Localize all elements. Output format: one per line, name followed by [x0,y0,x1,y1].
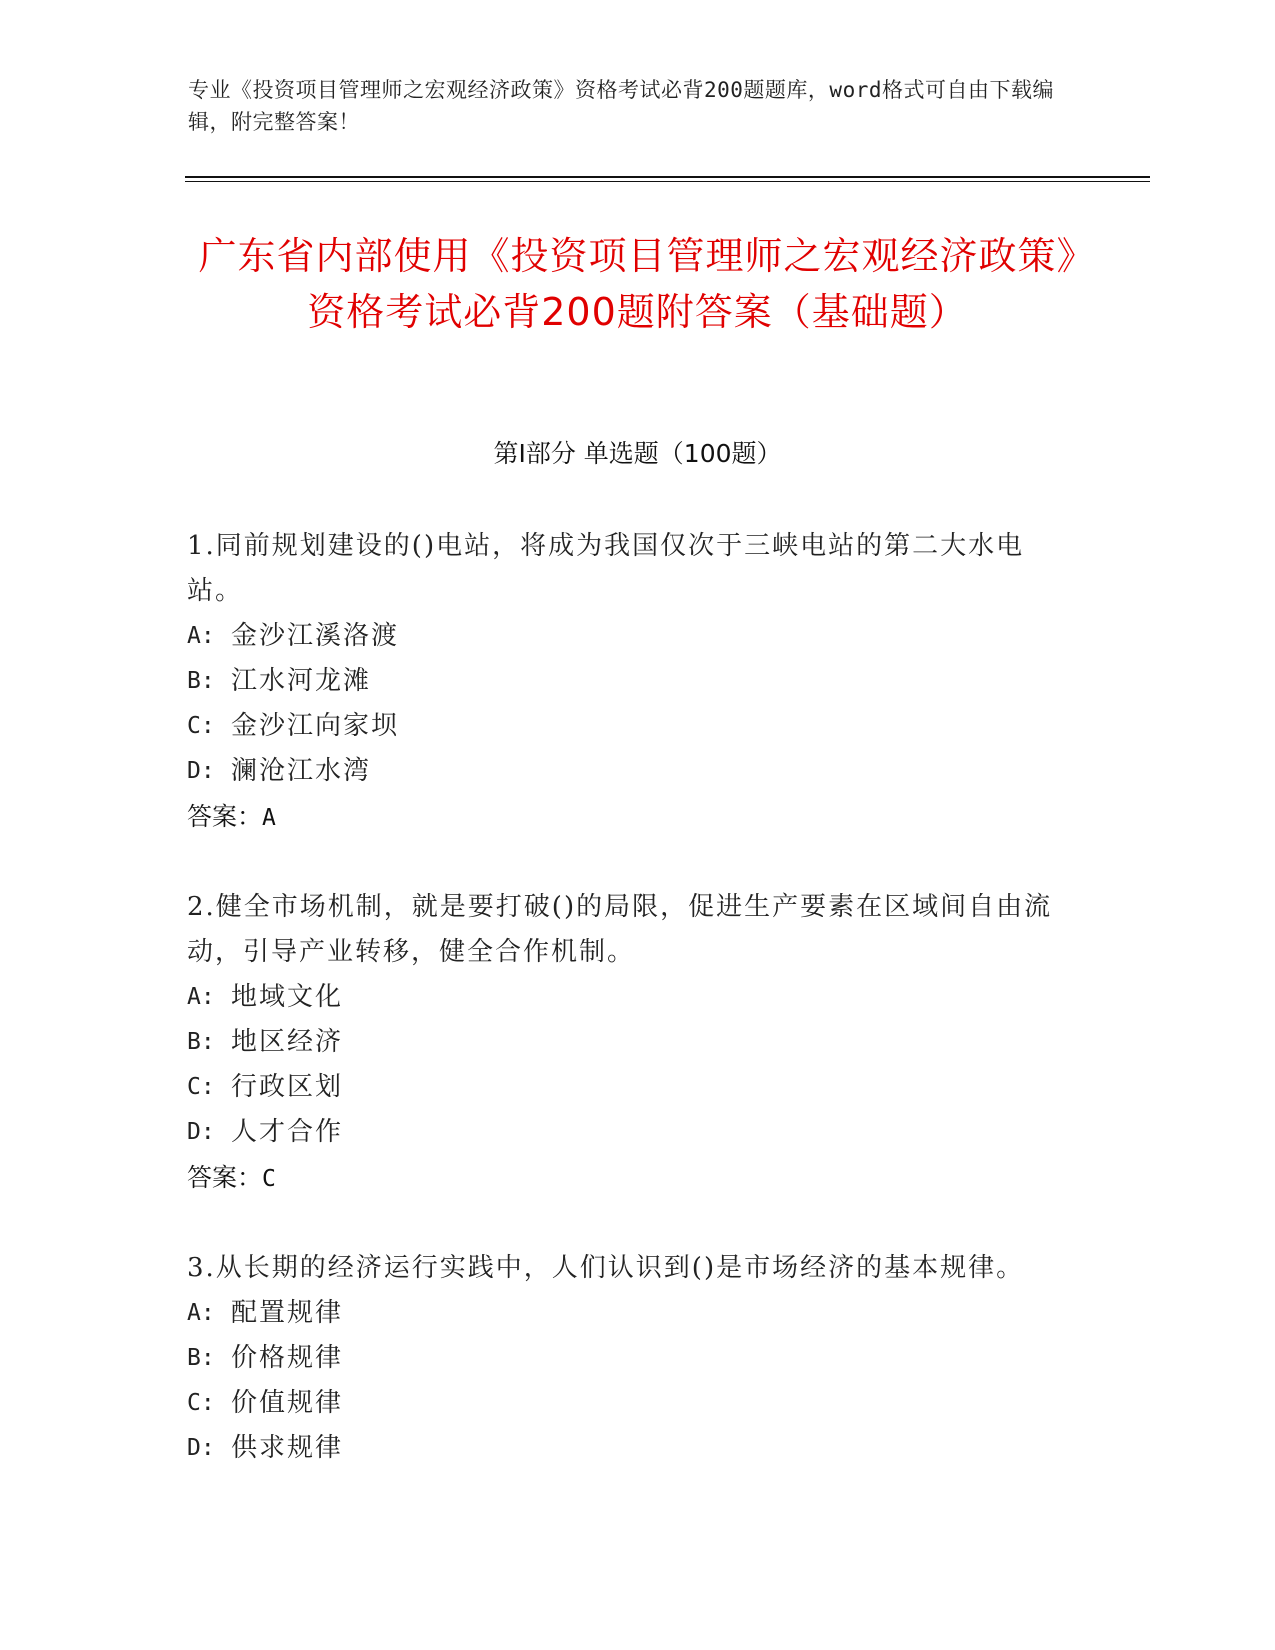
option-letter: A: [187,1300,215,1326]
option-text: 地域文化 [231,982,344,1012]
option-letter: C: [187,1074,215,1100]
option-text: 金沙江向家坝 [231,711,400,741]
header-note: 专业《投资项目管理师之宏观经济政策》资格考试必背200题题库，word格式可自由下载编辑，附完整答案！ [188,78,1054,134]
option-letter: B: [187,1345,215,1371]
option-a [187,614,1067,659]
option-letter: C: [187,1390,215,1416]
answer-line [187,794,1067,841]
option-c [187,1381,1067,1426]
question-2 [187,885,1067,1202]
option-d [187,1110,1067,1155]
answer-label: 答案： [187,802,263,831]
question-list [187,524,1067,1515]
answer-value: C [262,1166,276,1192]
option-b [187,1020,1067,1065]
option-letter: B: [187,668,215,694]
option-text: 金沙江溪洛渡 [231,621,400,651]
option-d [187,1426,1067,1471]
option-letter: B: [187,1029,215,1055]
answer-line [187,1155,1067,1202]
option-letter: A: [187,984,215,1010]
option-text: 行政区划 [231,1072,344,1102]
option-text: 价值规律 [231,1388,344,1418]
header-divider-thick [185,176,1150,178]
option-letter: D: [187,1435,215,1461]
section-heading: 第Ⅰ部分 单选题（100题） [493,439,782,468]
question-3 [187,1246,1067,1471]
option-text: 地区经济 [231,1027,344,1057]
option-a [187,975,1067,1020]
option-c [187,1065,1067,1110]
option-letter: C: [187,713,215,739]
option-text: 配置规律 [231,1298,344,1328]
option-d [187,749,1067,794]
question-stem: 3.从长期的经济运行实践中，人们认识到()是市场经济的基本规律。 [187,1253,1025,1283]
option-b [187,1336,1067,1381]
option-a [187,1291,1067,1336]
option-b [187,659,1067,704]
option-text: 人才合作 [231,1117,344,1147]
option-letter: A: [187,623,215,649]
option-text: 价格规律 [231,1343,344,1373]
answer-label: 答案： [187,1163,263,1192]
question-1 [187,524,1067,841]
option-letter: D: [187,758,215,784]
document-title: 广东省内部使用《投资项目管理师之宏观经济政策》资格考试必背200题附答案（基础题） [198,234,1077,334]
option-letter: D: [187,1119,215,1145]
header-divider-thin [185,181,1150,182]
option-text: 供求规律 [231,1433,344,1463]
option-text: 江水河龙滩 [231,666,372,696]
option-text: 澜沧江水湾 [231,756,372,786]
question-stem: 2.健全市场机制，就是要打破()的局限，促进生产要素在区域间自由流动，引导产业转移，健全合作机制。 [187,892,1053,967]
question-stem: 1.同前规划建设的()电站，将成为我国仅次于三峡电站的第二大水电站。 [187,531,1025,606]
option-c [187,704,1067,749]
answer-value: A [262,805,276,831]
